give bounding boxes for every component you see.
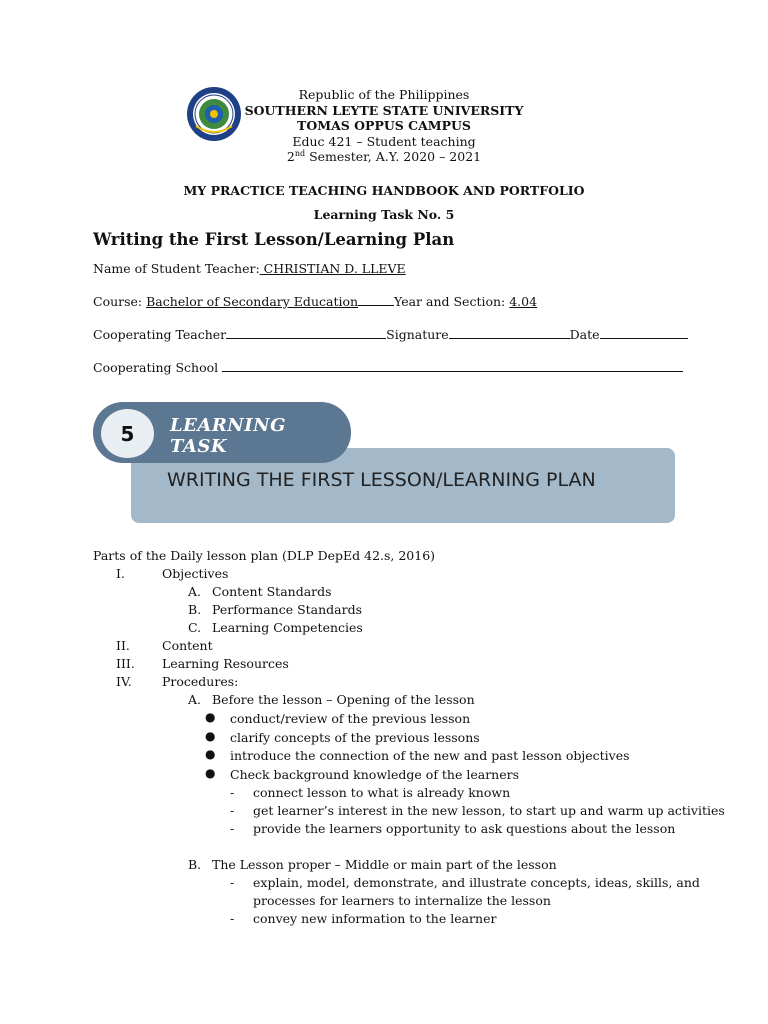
cooperating-teacher-field: Cooperating Teacher Signature Date bbox=[93, 327, 688, 342]
outline-bullet-item: introduce the connection of the new and past lesson objectives bbox=[230, 748, 630, 763]
outline-item: Learning Resources bbox=[162, 656, 289, 671]
task-number-badge: 5 bbox=[101, 409, 154, 458]
outline-dash-item-cont: processes for learners to internalize the lesson bbox=[253, 893, 551, 908]
cooperating-school-field: Cooperating School bbox=[93, 360, 683, 375]
course-code-line: Educ 421 – Student teaching bbox=[292, 133, 476, 149]
learning-task-label: LEARNING TASK bbox=[170, 415, 286, 457]
campus-name: TOMAS OPPUS CAMPUS bbox=[297, 118, 471, 134]
banner-title: WRITING THE FIRST LESSON/LEARNING PLAN bbox=[167, 469, 596, 491]
outline-num: B. bbox=[188, 602, 202, 617]
outline-dash-item: provide the learners opportunity to ask questions about the lesson bbox=[253, 821, 676, 836]
outline-dash-item: convey new information to the learner bbox=[253, 911, 497, 926]
student-teacher-field: Name of Student Teacher: CHRISTIAN D. LLEVE bbox=[93, 261, 406, 276]
outline-item: The Lesson proper – Middle or main part of the lesson bbox=[212, 857, 557, 872]
course-field: Course: Bachelor of Secondary Education Year and Section: 4.04 bbox=[93, 294, 538, 309]
outline-bullet-item: clarify concepts of the previous lessons bbox=[230, 730, 480, 745]
bullet-icon: ● bbox=[205, 729, 216, 743]
date-line bbox=[600, 337, 688, 339]
outline-num: IV. bbox=[116, 674, 132, 689]
outline-num: A. bbox=[188, 584, 202, 599]
dash-icon: - bbox=[230, 803, 235, 818]
outline-intro: Parts of the Daily lesson plan (DLP DepEd 42.s, 2016) bbox=[93, 548, 436, 563]
republic-line: Republic of the Philippines bbox=[298, 87, 470, 102]
lesson-title: Writing the First Lesson/Learning Plan bbox=[93, 230, 455, 249]
outline-num: III. bbox=[116, 656, 135, 671]
outline-item: Before the lesson – Opening of the lesson bbox=[212, 692, 475, 707]
outline-item: Objectives bbox=[162, 566, 229, 581]
outline-bullet-item: conduct/review of the previous lesson bbox=[230, 711, 471, 726]
outline-num: II. bbox=[116, 638, 130, 653]
dash-icon: - bbox=[230, 875, 235, 890]
outline-dash-item: explain, model, demonstrate, and illustrate concepts, ideas, skills, and bbox=[253, 875, 700, 890]
outline-bullet-item: Check background knowledge of the learners bbox=[230, 767, 520, 782]
outline-item: Content bbox=[162, 638, 213, 653]
outline-item: Procedures: bbox=[162, 674, 239, 689]
cooperating-school-line bbox=[222, 370, 683, 372]
outline-num: B. bbox=[188, 857, 202, 872]
outline-item: Performance Standards bbox=[212, 602, 363, 617]
letterhead bbox=[180, 87, 588, 165]
task-number: Learning Task No. 5 bbox=[313, 207, 455, 222]
course-value: Bachelor of Secondary Education bbox=[146, 294, 359, 309]
outline-dash-item: connect lesson to what is already known bbox=[253, 785, 511, 800]
outline-num: A. bbox=[188, 692, 202, 707]
bullet-icon: ● bbox=[205, 710, 216, 724]
outline-num: I. bbox=[116, 566, 125, 581]
dash-icon: - bbox=[230, 821, 235, 836]
signature-line bbox=[449, 337, 570, 339]
bullet-icon: ● bbox=[205, 747, 216, 761]
student-teacher-value: CHRISTIAN D. LLEVE bbox=[259, 261, 406, 276]
university-name: SOUTHERN LEYTE STATE UNIVERSITY bbox=[244, 102, 524, 118]
bullet-icon: ● bbox=[205, 766, 216, 780]
outline-num: C. bbox=[188, 620, 202, 635]
cooperating-teacher-line bbox=[226, 337, 386, 339]
dash-icon: - bbox=[230, 785, 235, 800]
outline-item: Learning Competencies bbox=[212, 620, 363, 635]
dash-icon: - bbox=[230, 911, 235, 926]
semester-line: 2nd Semester, A.Y. 2020 – 2021 bbox=[286, 149, 482, 165]
handbook-title: MY PRACTICE TEACHING HANDBOOK AND PORTFOLIO bbox=[183, 183, 585, 198]
outline-item: Content Standards bbox=[212, 584, 332, 599]
outline-dash-item: get learner’s interest in the new lesson, to start up and warm up activities bbox=[253, 803, 725, 818]
year-section-value: 4.04 bbox=[509, 294, 538, 309]
